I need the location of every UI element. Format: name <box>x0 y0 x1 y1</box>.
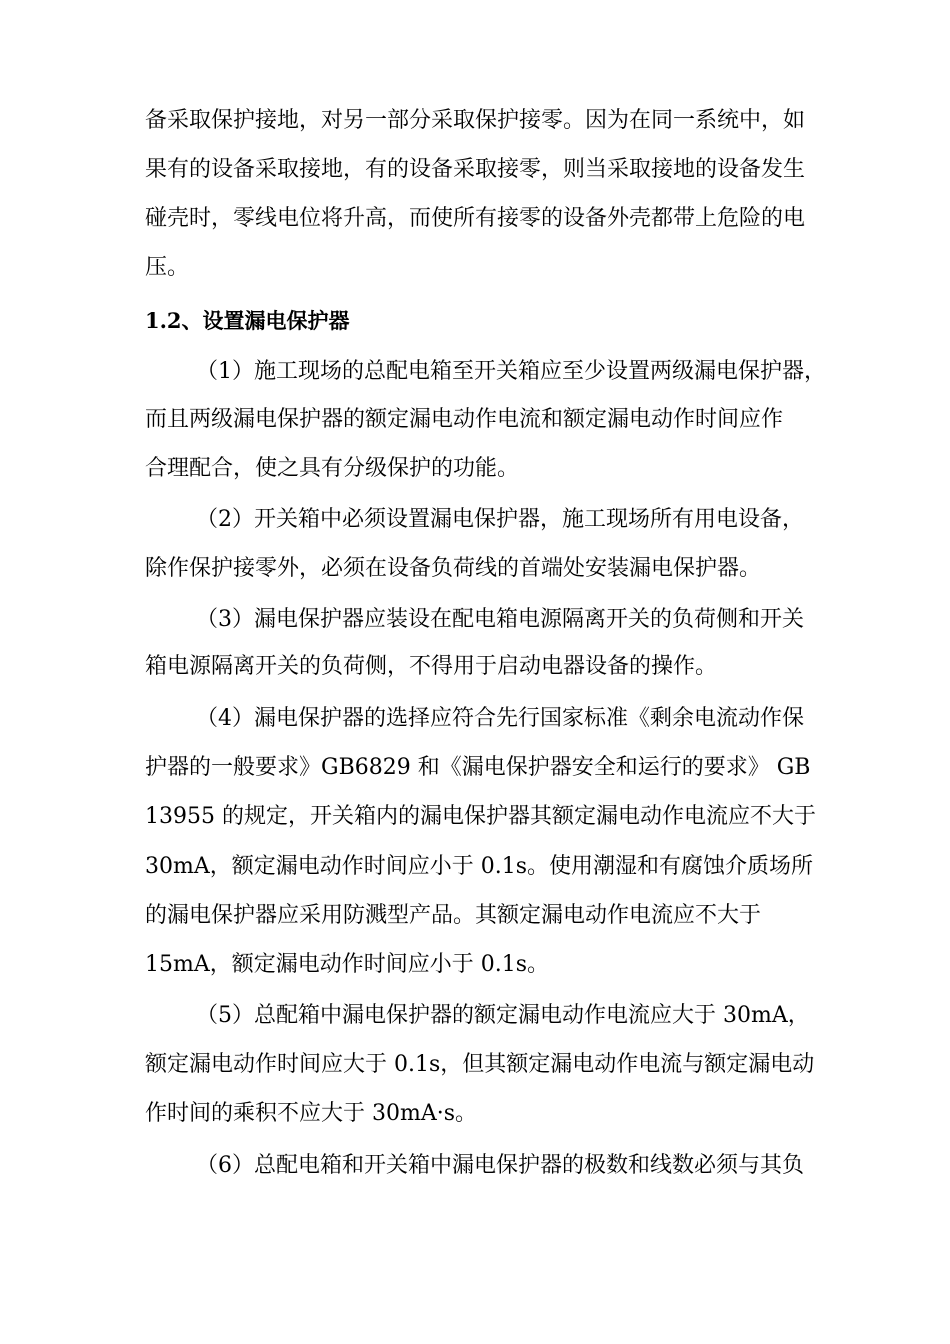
list-item-line: 除作保护接零外，必须在设备负荷线的首端处安装漏电保护器。 <box>145 556 762 581</box>
list-item-line: 而且两级漏电保护器的额定漏电动作电流和额定漏电动作时间应作 <box>145 407 784 432</box>
list-item-line: 的漏电保护器应采用防溅型产品。其额定漏电动作电流应不大于 <box>145 903 762 928</box>
section-heading: 1.2、设置漏电保护器 <box>145 308 350 333</box>
list-item-line: （3）漏电保护器应装设在配电箱电源隔离开关的负荷侧和开关 <box>196 607 804 632</box>
list-item-line: （1）施工现场的总配电箱至开关箱应至少设置两级漏电保护器， <box>196 359 826 384</box>
list-item-line: 30mA，额定漏电动作时间应小于 0.1s。使用潮湿和有腐蚀介质场所 <box>145 854 814 879</box>
list-item-line: （5）总配箱中漏电保护器的额定漏电动作电流应大于 30mA， <box>196 1003 810 1028</box>
text-line: 备采取保护接地，对另一部分采取保护接零。因为在同一系统中，如 <box>145 108 806 133</box>
list-item-line: 箱电源隔离开关的负荷侧，不得用于启动电器设备的操作。 <box>145 654 718 679</box>
list-item-line: 作时间的乘积不应大于 30mA·s。 <box>145 1101 478 1126</box>
list-item-line: （4）漏电保护器的选择应符合先行国家标准《剩余电流动作保 <box>196 706 804 731</box>
list-item-line: 护器的一般要求》GB6829 和《漏电保护器安全和运行的要求》 GB <box>145 755 811 780</box>
text-line: 碰壳时，零线电位将升高，而使所有接零的设备外壳都带上危险的电 <box>145 206 806 231</box>
text-line: 果有的设备采取接地，有的设备采取接零，则当采取接地的设备发生 <box>145 157 806 182</box>
list-item-line: 额定漏电动作时间应大于 0.1s，但其额定漏电动作电流与额定漏电动 <box>145 1052 815 1077</box>
list-item-line: （2）开关箱中必须设置漏电保护器，施工现场所有用电设备， <box>196 507 804 532</box>
list-item-line: 13955 的规定，开关箱内的漏电保护器其额定漏电动作电流应不大于 <box>145 804 816 829</box>
text-line: 压。 <box>145 255 190 280</box>
list-item-line: （6）总配电箱和开关箱中漏电保护器的极数和线数必须与其负 <box>196 1153 804 1178</box>
list-item-line: 合理配合，使之具有分级保护的功能。 <box>145 456 520 481</box>
list-item-line: 15mA，额定漏电动作时间应小于 0.1s。 <box>145 952 550 977</box>
